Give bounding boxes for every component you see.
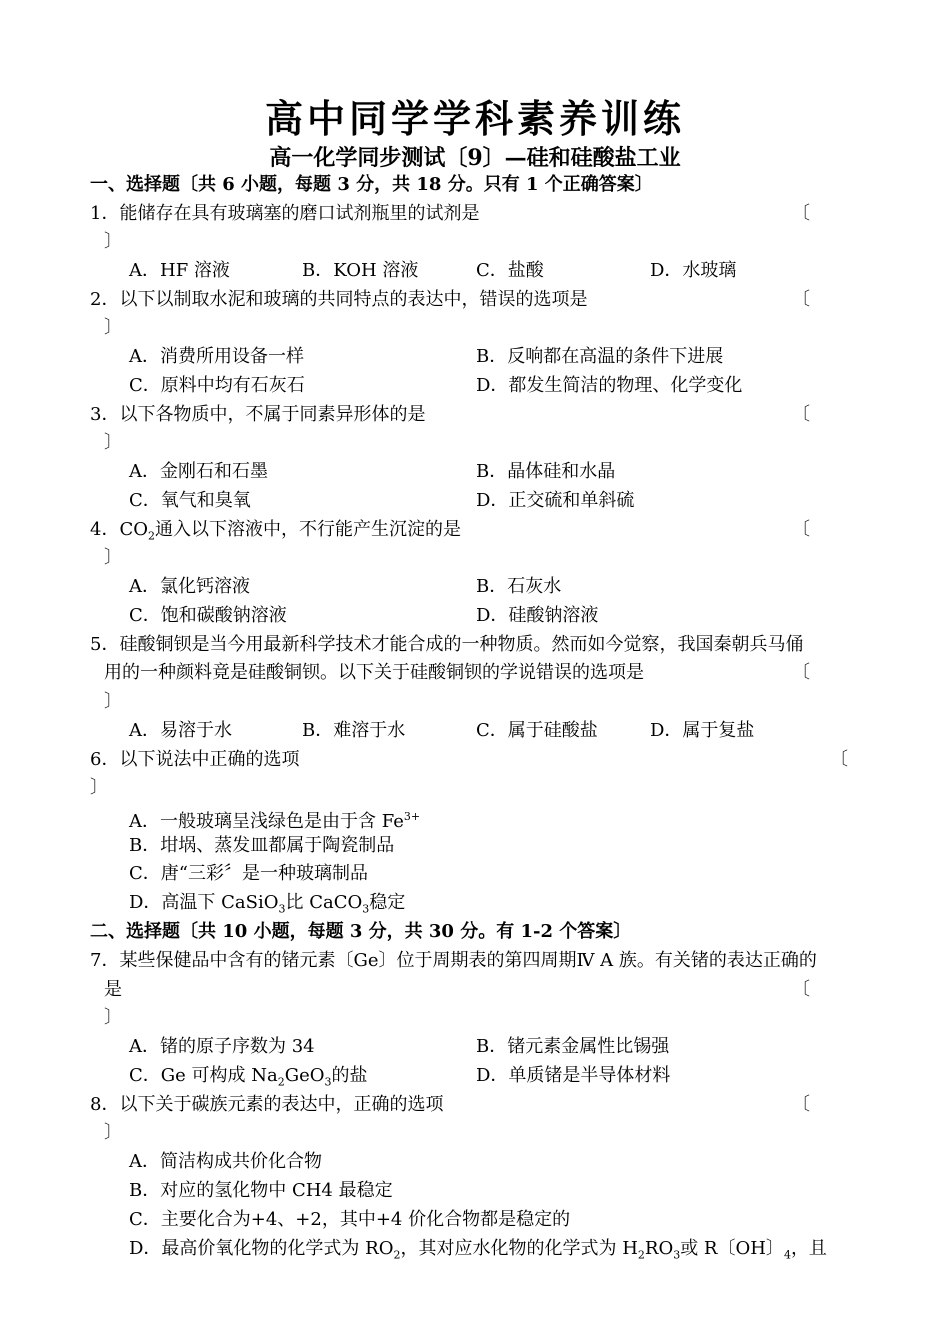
- q5-option-a: A．易溶于水: [129, 720, 232, 741]
- q3-option-a: A．金刚石和石墨: [129, 461, 268, 482]
- q1-option-d: D．水玻璃: [650, 260, 737, 281]
- question-5-stem-line2: 用的一种颜料竟是硅酸铜钡。以下关于硅酸铜钡的学说错误的选项是: [104, 662, 644, 683]
- question-7-stem-line1: 7．某些保健品中含有的锗元素〔Ge〕位于周期表的第四周期Ⅳ A 族。有关锗的表达正确的: [90, 950, 817, 971]
- q8-option-d: D．最高价氧化物的化学式为 $RO_2$，其对应水化物的化学式为 $H_2RO_3$或 R〔OH〕$_4$，且: [129, 1238, 827, 1262]
- answer-paren-close: 〕: [104, 547, 122, 568]
- answer-paren-close: 〕: [104, 317, 122, 338]
- q5-option-b: B．难溶于水: [302, 720, 406, 741]
- q2-option-a: A．消费所用设备一样: [129, 346, 304, 367]
- q5-option-c: C．属于硅酸盐: [476, 720, 598, 741]
- answer-paren-close: 〕: [104, 1122, 122, 1143]
- question-7-stem-line2: 是: [104, 979, 122, 1000]
- q6-option-d: D．高温下 CaSiO$_3$比 CaCO$_3$稳定: [129, 892, 406, 916]
- q1-option-c: C．盐酸: [476, 260, 544, 281]
- q3-option-b: B．晶体硅和水晶: [476, 461, 616, 482]
- section-2-heading: 二、选择题〔共 10 小题，每题 3 分，共 30 分。有 1-2 个答案〕: [90, 921, 632, 942]
- q8-option-b: B．对应的氢化物中 CH4 最稳定: [129, 1180, 393, 1201]
- q8-option-a: A．简洁构成共价化合物: [129, 1151, 322, 1172]
- q7-option-a: A．锗的原子序数为 34: [129, 1036, 315, 1057]
- answer-paren-close: 〕: [104, 691, 122, 712]
- q5-option-d: D．属于复盐: [650, 720, 755, 741]
- q1-option-b: B．KOH 溶液: [302, 260, 419, 281]
- answer-paren-close: 〕: [104, 231, 122, 252]
- q7-option-d: D．单质锗是半导体材料: [476, 1065, 671, 1086]
- question-1-stem: 1．能储存在具有玻璃塞的磨口试剂瓶里的试剂是: [90, 203, 480, 224]
- answer-paren-open: 〔: [792, 519, 810, 540]
- answer-paren-open: 〔: [792, 662, 810, 683]
- answer-paren-open: 〔: [830, 749, 848, 770]
- q6-option-c: C．唐“三彩〞是一种玻璃制品: [129, 863, 368, 884]
- q6-option-b: B．坩埚、蒸发皿都属于陶瓷制品: [129, 835, 395, 856]
- answer-paren-open: 〔: [792, 203, 810, 224]
- question-6-stem: 6．以下说法中正确的选项: [90, 749, 300, 770]
- question-2-stem: 2．以下以制取水泥和玻璃的共同特点的表达中，错误的选项是: [90, 289, 588, 310]
- page-title: 高中同学学科素养训练: [264, 97, 685, 141]
- answer-paren-close: 〕: [104, 432, 122, 453]
- q3-option-c: C．氧气和臭氧: [129, 490, 251, 511]
- question-5-stem-line1: 5．硅酸铜钡是当今用最新科学技术才能合成的一种物质。然而如今觉察，我国秦朝兵马俑: [90, 634, 804, 655]
- q6-option-a: A．一般玻璃呈浅绿色是由于含 $Fe^{3+}$: [129, 810, 421, 832]
- question-8-stem: 8．以下关于碳族元素的表达中，正确的选项: [90, 1094, 444, 1115]
- answer-paren-open: 〔: [792, 1094, 810, 1115]
- q2-option-d: D．都发生简洁的物理、化学变化: [476, 375, 743, 396]
- section-1-heading: 一、选择题〔共 6 小题，每题 3 分，共 18 分。只有 1 个正确答案〕: [90, 174, 653, 195]
- q2-option-c: C．原料中均有石灰石: [129, 375, 305, 396]
- q7-option-c: C．Ge 可构成 $Na_2GeO_3$的盐: [129, 1065, 368, 1089]
- q8-option-c: C．主要化合为+4、+2，其中+4 价化合物都是稳定的: [129, 1209, 571, 1230]
- q4-option-a: A．氯化钙溶液: [129, 576, 250, 597]
- q7-option-b: B．锗元素金属性比锡强: [476, 1036, 670, 1057]
- question-3-stem: 3．以下各物质中，不属于同素异形体的是: [90, 404, 426, 425]
- q2-option-b: B．反响都在高温的条件下进展: [476, 346, 724, 367]
- answer-paren-open: 〔: [792, 404, 810, 425]
- q1-option-a: A．HF 溶液: [129, 260, 230, 281]
- q3-option-d: D．正交硫和单斜硫: [476, 490, 635, 511]
- answer-paren-close: 〕: [90, 777, 108, 798]
- answer-paren-open: 〔: [792, 979, 810, 1000]
- q4-option-c: C．饱和碳酸钠溶液: [129, 605, 287, 626]
- question-4-stem: 4．$CO_2$通入以下溶液中，不行能产生沉淀的是: [90, 519, 461, 543]
- q4-option-d: D．硅酸钠溶液: [476, 605, 599, 626]
- q4-option-b: B．石灰水: [476, 576, 562, 597]
- answer-paren-close: 〕: [104, 1007, 122, 1028]
- page-subtitle: 高一化学同步测试〔9〕—硅和硅酸盐工业: [269, 145, 681, 171]
- answer-paren-open: 〔: [792, 289, 810, 310]
